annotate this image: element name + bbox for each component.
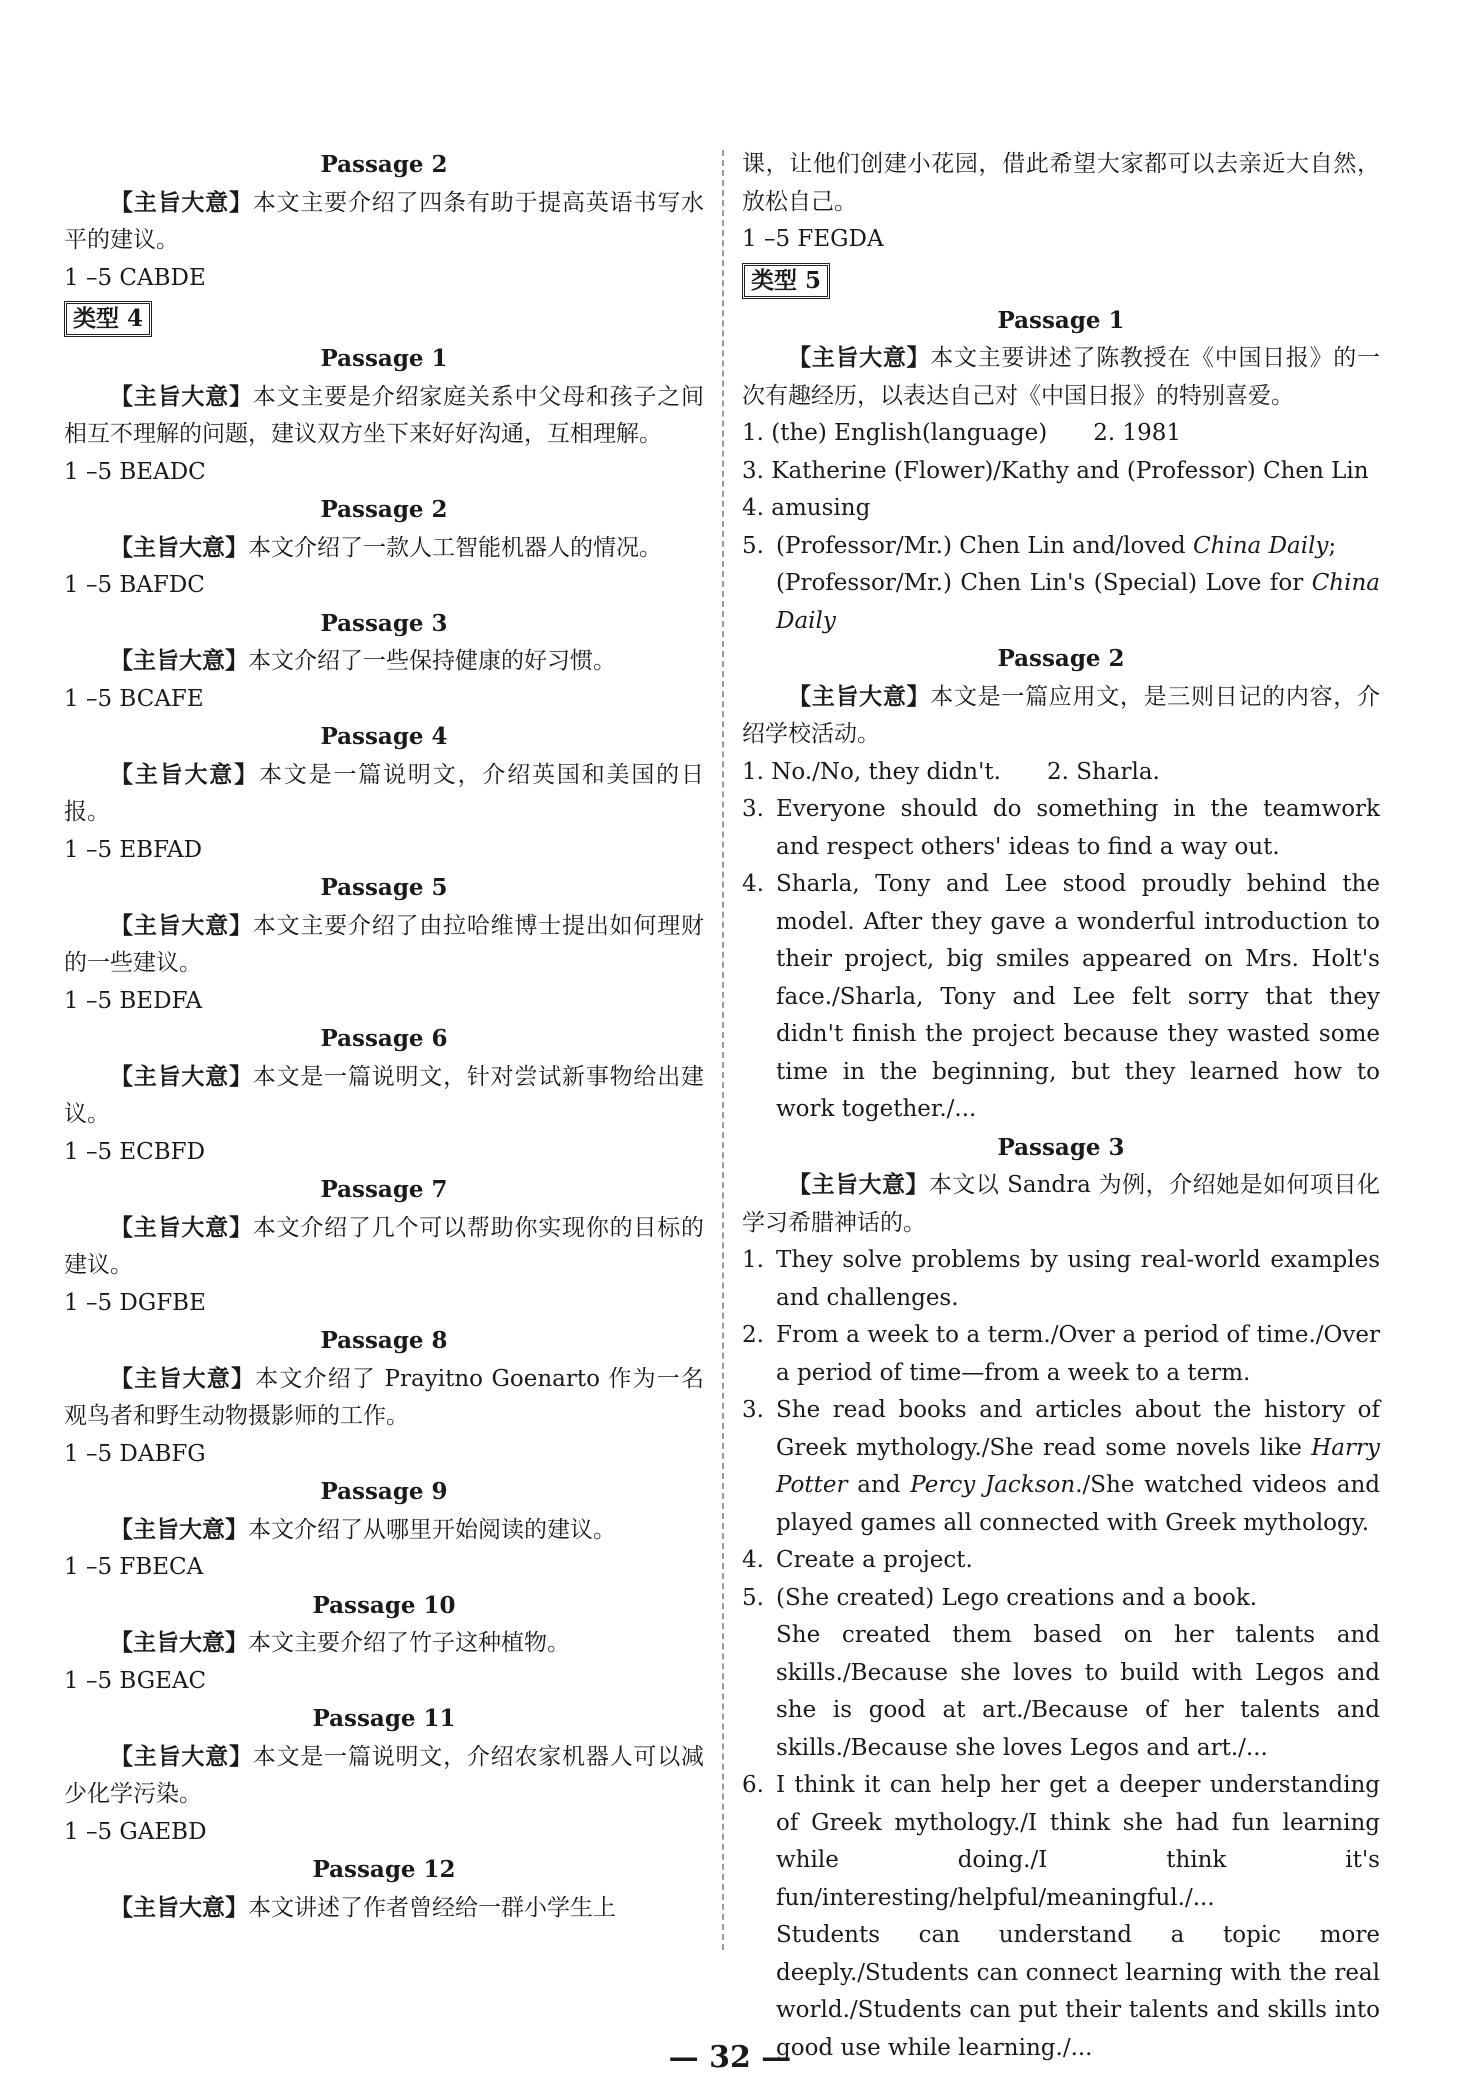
answer-item: 1. (the) English(language) 2. 1981 — [742, 420, 1182, 446]
passage-title: Passage 8 — [320, 1327, 448, 1354]
summary-tag: 【主旨大意】 — [110, 1213, 253, 1241]
passage-title: Passage 2 — [997, 645, 1125, 672]
passage-title: Passage 6 — [320, 1025, 448, 1052]
answer-item — [742, 1392, 1380, 1542]
item-number: 4. — [742, 871, 764, 897]
summary-text: 本文以 Sandra 为例，介绍她是如何项目化学习希腊神话的。 — [742, 1172, 1380, 1236]
summary-tag: 【主旨大意】 — [788, 344, 931, 371]
summary-tag: 【主旨大意】 — [110, 1893, 248, 1921]
summary-tag: 【主旨大意】 — [110, 911, 253, 939]
item-number: 1. — [742, 1247, 764, 1273]
passage-summary — [64, 756, 704, 832]
italic-title: China Daily — [1192, 532, 1329, 559]
answer-item: 4. amusing — [742, 495, 871, 521]
answer-line: 1 –5 BCAFE — [64, 685, 204, 712]
answer-line: 1 –5 BEDFA — [64, 987, 203, 1014]
summary-text: 本文是一篇应用文，是三则日记的内容，介绍学校活动。 — [742, 683, 1381, 747]
answer-line: 1 –5 EBFAD — [64, 836, 203, 863]
answer-item — [742, 1767, 1380, 1917]
answer-line: 1 –5 DGFBE — [64, 1289, 206, 1316]
passage-summary — [64, 907, 704, 983]
item-text: Everyone should do something in the teamwork and respect others' ideas to find a way out. — [776, 796, 1380, 860]
passage-title: Passage 7 — [320, 1176, 448, 1203]
italic-title: Harry Potter — [776, 1434, 1380, 1498]
summary-text: 本文介绍了几个可以帮助你实现你的目标的建议。 — [64, 1214, 705, 1278]
answer-item: 3. Katherine (Flower)/Kathy and (Professor) Chen Lin — [742, 457, 1369, 484]
passage-summary — [64, 1209, 704, 1285]
summary-text: 本文主要是介绍家庭关系中父母和孩子之间相互不理解的问题，建议双方坐下来好好沟通，互相理解。 — [64, 383, 705, 447]
passage-summary — [742, 339, 1380, 415]
passage-summary — [64, 1511, 704, 1550]
item-text: Sharla, Tony and Lee stood proudly behind the model. After they gave a wonderful introduction to their project, big smiles appeared on Mrs. Holt's face./Sharla, Tony and Lee felt sorry that they didn't finish the project because they wasted some time in the beginning, but they learned how to work together./... — [776, 871, 1380, 1122]
answer-item — [742, 1542, 1380, 1580]
summary-text: 本文是一篇说明文，针对尝试新事物给出建议。 — [64, 1063, 705, 1127]
page-number: — 32 — — [668, 2040, 792, 2075]
summary-tag: 【主旨大意】 — [110, 382, 253, 410]
passage-title: Passage 1 — [997, 306, 1125, 334]
item-number: 3. — [742, 1397, 764, 1423]
answer-line: 1 –5 BEADC — [64, 458, 206, 485]
answer-line: 1 –5 FEGDA — [742, 226, 884, 252]
column-divider — [722, 150, 724, 1950]
item-number: 6. — [742, 1772, 764, 1798]
answer-text: (Professor/Mr.) Chen Lin and/loved — [776, 532, 1193, 559]
passage-summary — [64, 1738, 704, 1814]
summary-tag: 【主旨大意】 — [110, 1515, 248, 1543]
passage-summary — [742, 1166, 1380, 1242]
passage-summary — [742, 678, 1380, 754]
item-text: Create a project. — [776, 1547, 973, 1573]
item-number: 2. — [742, 1322, 764, 1348]
summary-text: 本文是一篇说明文，介绍农家机器人可以减少化学污染。 — [64, 1743, 705, 1807]
passage-title: Passage 9 — [320, 1478, 448, 1505]
passage-summary — [64, 1360, 704, 1436]
summary-tag: 【主旨大意】 — [788, 1171, 929, 1198]
answer-item — [742, 1242, 1380, 1317]
continued-summary: 课，让他们创建小花园，借此希望大家都可以去亲近大自然，放松自己。 — [742, 151, 1380, 215]
answer-text: ./She watched videos and played games all connected with Greek mythology. — [776, 1472, 1381, 1536]
answer-line: 1 –5 ECBFD — [64, 1138, 206, 1165]
passage-title: Passage 2 — [320, 151, 448, 178]
summary-tag: 【主旨大意】 — [788, 682, 931, 710]
summary-tag: 【主旨大意】 — [110, 188, 253, 216]
summary-tag: 【主旨大意】 — [110, 1062, 253, 1090]
answer-line: 1 –5 GAEBD — [64, 1818, 207, 1845]
summary-text: 本文是一篇说明文，介绍英国和美国的日报。 — [64, 761, 705, 825]
item-number: 3. — [742, 796, 764, 822]
item-number: 4. — [742, 1547, 764, 1573]
italic-title: Percy Jackson — [910, 1472, 1076, 1498]
item-number: 5. — [742, 532, 764, 559]
item-text: (She created) Lego creations and a book. — [776, 1584, 1258, 1611]
answer-line: 1 –5 BGEAC — [64, 1667, 207, 1694]
passage-summary — [64, 642, 704, 681]
passage-title: Passage 3 — [997, 1133, 1125, 1161]
passage-list — [64, 340, 704, 1927]
answer-text: and — [847, 1472, 911, 1498]
item-text: I think it can help her get a deeper understanding of Greek mythology./I think she had fun learning while doing./I think it's fun/interesting/helpful/meaningful./... — [776, 1772, 1380, 1911]
item-number: 5. — [742, 1584, 764, 1611]
item-text: They solve problems by using real-world examples and challenges. — [776, 1247, 1380, 1311]
answer-item — [742, 791, 1380, 866]
answer-line: 1 –5 DABFG — [64, 1440, 206, 1467]
right-column — [742, 146, 1380, 2067]
item-text: From a week to a term./Over a period of time./Over a period of time—from a week to a term. — [776, 1322, 1380, 1386]
type-heading-row — [742, 259, 1380, 302]
summary-tag: 【主旨大意】 — [110, 1364, 256, 1392]
passage-title: Passage 11 — [312, 1705, 456, 1732]
passage-title: Passage 10 — [312, 1591, 456, 1619]
summary-tag: 【主旨大意】 — [110, 533, 248, 561]
summary-tag: 【主旨大意】 — [110, 760, 259, 788]
summary-text: 本文主要介绍了竹子这种植物。 — [248, 1630, 570, 1656]
summary-tag: 【主旨大意】 — [110, 1742, 253, 1770]
summary-text: 本文介绍了从哪里开始阅读的建议。 — [248, 1516, 616, 1543]
passage-title: Passage 12 — [312, 1856, 456, 1883]
answer-line: 1 –5 CABDE — [64, 264, 206, 291]
item-text — [776, 528, 1380, 641]
passage-summary — [64, 184, 704, 260]
answer-text: (Professor/Mr.) Chen Lin's (Special) Love for — [776, 570, 1312, 596]
answer-continuation: She created them based on her talents and skills./Because she loves to build with Legos and she is good at art./Because of her talents and skills./Because she loves Legos and art./... — [776, 1622, 1380, 1761]
summary-text: 本文主要介绍了四条有助于提高英语书写水平的建议。 — [64, 189, 705, 253]
italic-title: China Daily — [776, 570, 1380, 634]
answer-text: ; — [1328, 532, 1337, 559]
summary-text: 本文主要讲述了陈教授在《中国日报》的一次有趣经历，以表达自己对《中国日报》的特别喜爱。 — [742, 345, 1381, 409]
answer-text: She read books and articles about the history of Greek mythology./She read some novels like — [776, 1397, 1380, 1461]
summary-tag: 【主旨大意】 — [110, 1629, 248, 1656]
summary-text: 本文主要介绍了由拉哈维博士提出如何理财的一些建议。 — [64, 912, 705, 976]
passage-title: Passage 3 — [320, 609, 448, 637]
summary-text: 本文讲述了作者曾经给一群小学生上 — [248, 1894, 616, 1921]
item-text — [776, 1392, 1380, 1542]
answer-item: 1. No./No, they didn't. 2. Sharla. — [742, 758, 1160, 785]
answer-line: 1 –5 BAFDC — [64, 572, 205, 598]
passage-title: Passage 2 — [320, 496, 448, 523]
passage-title: Passage 1 — [320, 345, 448, 372]
answer-line: 1 –5 FBECA — [64, 1554, 204, 1580]
passage-summary — [64, 1889, 704, 1928]
answer-item — [742, 1317, 1380, 1392]
summary-text: 本文介绍了一些保持健康的好习惯。 — [248, 648, 616, 674]
answer-item — [742, 1580, 1380, 1618]
summary-text: 本文介绍了 Prayitno Goenarto 作为一名观鸟者和野生动物摄影师的工作。 — [64, 1365, 704, 1429]
summary-text: 本文介绍了一款人工智能机器人的情况。 — [248, 534, 662, 561]
summary-tag: 【主旨大意】 — [110, 647, 248, 674]
passage-summary — [64, 1058, 704, 1134]
answer-item — [742, 866, 1380, 1129]
left-column — [64, 146, 704, 1927]
passage-title: Passage 5 — [320, 874, 448, 901]
passage-summary — [64, 529, 704, 568]
answer-item — [742, 528, 1380, 641]
type-heading-row — [64, 297, 704, 340]
type-label: 类型 5 — [742, 263, 830, 299]
answer-continuation: Students can understand a topic more deeply./Students can connect learning with the real world./Students can put their talents and skills into good use while learning./... — [776, 1922, 1380, 2061]
passage-summary — [64, 378, 704, 454]
passage-title: Passage 4 — [320, 723, 448, 750]
passage-summary — [64, 1624, 704, 1663]
type-label: 类型 4 — [64, 301, 152, 337]
